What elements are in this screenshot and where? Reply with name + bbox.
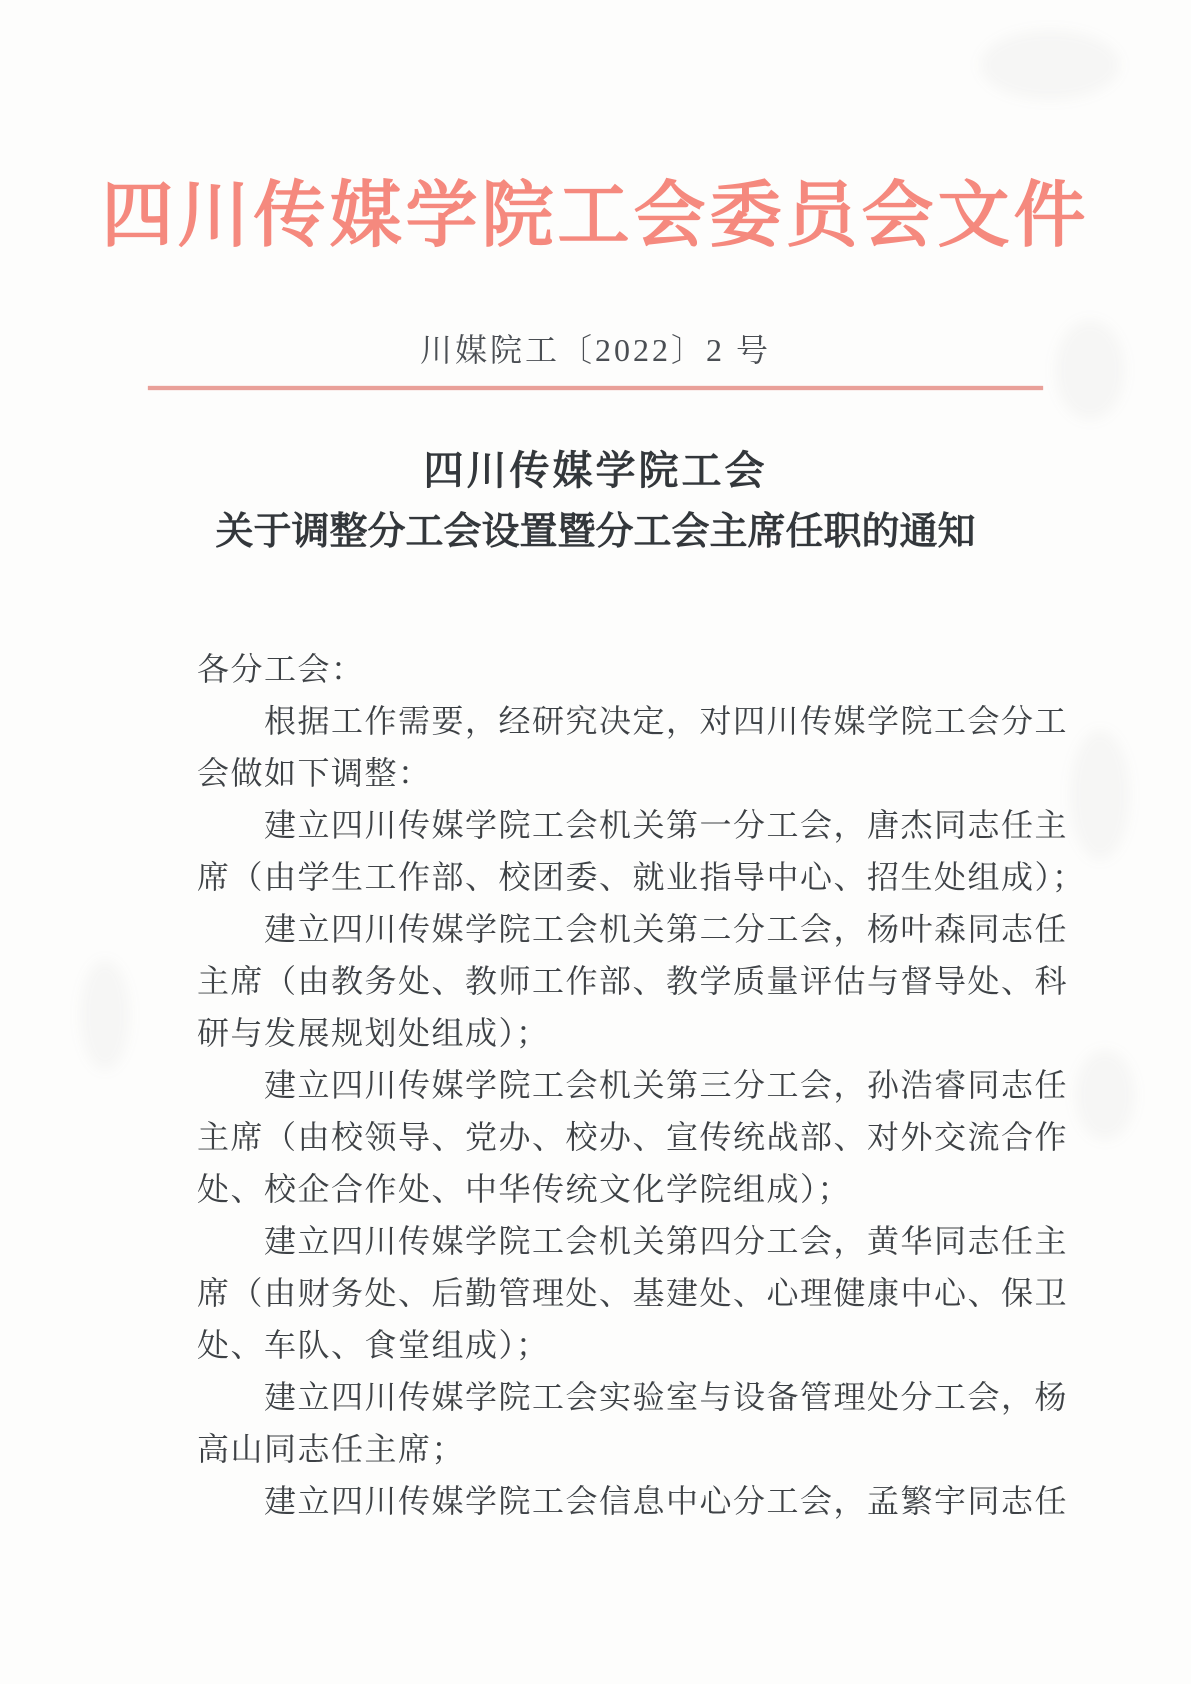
red-header-divider	[148, 386, 1043, 390]
body-line: 研与发展规划处组成）；	[197, 1015, 550, 1051]
scan-artifact	[1070, 730, 1130, 860]
body-line: 建立四川传媒学院工会信息中心分工会，孟繁宇同志任	[264, 1483, 1069, 1519]
body-line: 会做如下调整：	[197, 755, 432, 791]
body-line: 建立四川传媒学院工会机关第一分工会，唐杰同志任主	[264, 807, 1069, 843]
body-line: 建立四川传媒学院工会机关第三分工会，孙浩睿同志任	[264, 1067, 1069, 1103]
body-line: 根据工作需要，经研究决定，对四川传媒学院工会分工	[264, 703, 1069, 739]
body-line: 处、车队、食堂组成）；	[197, 1327, 550, 1363]
body-line: 各分工会：	[197, 651, 365, 687]
scan-artifact	[980, 30, 1120, 100]
body-line: 建立四川传媒学院工会机关第四分工会，黄华同志任主	[264, 1223, 1069, 1259]
body-line: 主席（由教务处、教师工作部、教学质量评估与督导处、科	[197, 963, 1069, 999]
scan-artifact	[80, 960, 130, 1070]
body-line: 主席（由校领导、党办、校办、宣传统战部、对外交流合作	[197, 1119, 1069, 1155]
body-line: 席（由学生工作部、校团委、就业指导中心、招生处组成）；	[197, 859, 1086, 895]
body-line: 处、校企合作处、中华传统文化学院组成）；	[197, 1171, 852, 1207]
document-title-line1: 四川传媒学院工会	[423, 448, 768, 493]
document-header-title: 四川传媒学院工会委员会文件	[101, 173, 1090, 257]
body-line: 席（由财务处、后勤管理处、基建处、心理健康中心、保卫	[197, 1275, 1069, 1311]
body-line: 高山同志任主席；	[197, 1431, 466, 1467]
body-line: 建立四川传媒学院工会机关第二分工会，杨叶森同志任	[264, 911, 1069, 947]
document-number: 川媒院工〔2022〕2 号	[419, 332, 771, 368]
body-line: 建立四川传媒学院工会实验室与设备管理处分工会，杨	[264, 1379, 1069, 1415]
scan-artifact	[1075, 1050, 1135, 1140]
document-body	[197, 643, 1086, 1527]
document-title-line2: 关于调整分工会设置暨分工会主席任职的通知	[215, 511, 976, 553]
